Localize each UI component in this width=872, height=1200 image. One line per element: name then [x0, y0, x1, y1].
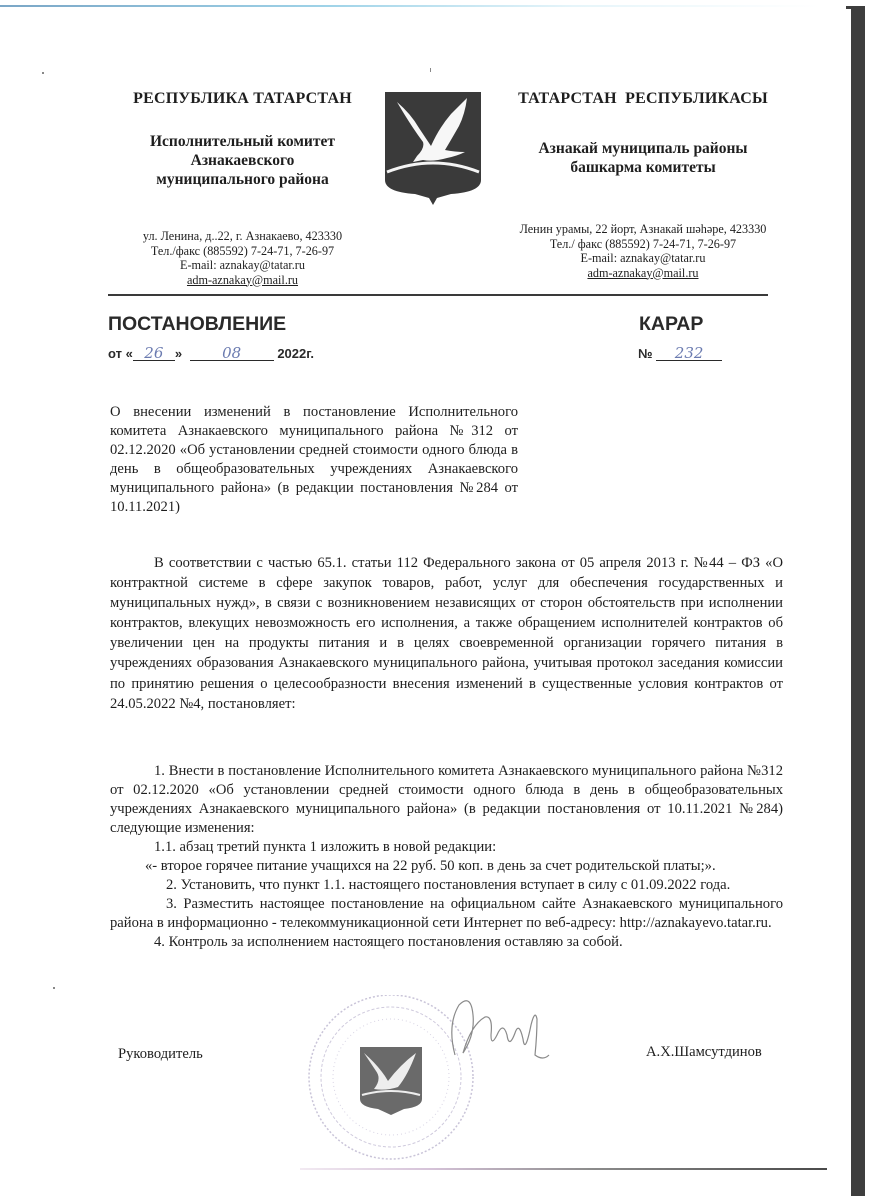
signatory-role: Руководитель [118, 1046, 203, 1062]
signatory-name: А.Х.Шамсутдинов [646, 1044, 762, 1060]
date-separator: » [174, 346, 183, 361]
document-number [638, 346, 722, 361]
item-1-1-text: «- второе горячее питание учащихся на 22 руб. 50 коп. в день за счет родительской платы;». [145, 858, 716, 874]
org-line: Азнакай муниципаль районы [538, 140, 748, 157]
email: E-mail: aznakay@tatar.ru [580, 251, 706, 265]
scan-right-edge [851, 6, 865, 1196]
address: ул. Ленина, д..22, г. Азнакаево, 423330 [142, 229, 343, 243]
scan-top-edge [0, 5, 820, 7]
organization-name-ru [100, 132, 385, 189]
document-type-tt: КАРАР [639, 313, 704, 335]
republic-title-ru: РЕСПУБЛИКА ТАТАРСТАН [133, 90, 352, 107]
scan-speck [430, 68, 431, 72]
scan-bottom-line [300, 1168, 827, 1170]
header-divider [108, 294, 768, 296]
organization-name-tt [488, 139, 798, 177]
phone: Тел./факс (885592) 7-24-71, 7-26-97 [150, 243, 335, 258]
org-line: муниципального района [156, 171, 329, 188]
scan-speck [53, 987, 55, 989]
email-link[interactable]: adm-aznakay@mail.ru [587, 265, 699, 280]
resolution-items [110, 762, 783, 952]
header-right-block [488, 90, 798, 280]
contact-block-ru [100, 229, 385, 287]
date-prefix: от « [108, 346, 133, 361]
item-2: 2. Установить, что пункт 1.1. настоящего постановления вступает в силу с 01.09.2022 года. [166, 877, 731, 893]
phone: Тел./ факс (885592) 7-24-71, 7-26-97 [549, 236, 737, 251]
date-day-field: 26 [133, 346, 175, 361]
item-1: 1. Внести в постановление Исполнительного комитета Азнакаевского муниципального района №312 от 02.12.2020 «Об установлении средней стоимости одного блюда в день в общеобразовательных учреждениях Азнакаевского муниципального района» (в редакции постановления от 10.11.2021 №284) следующие изменения: [110, 763, 783, 836]
document-date [108, 346, 314, 361]
email: E-mail: aznakay@tatar.ru [180, 258, 305, 272]
item-4: 4. Контроль за исполнением настоящего постановления оставляю за собой. [154, 934, 623, 950]
email-link[interactable]: adm-aznakay@mail.ru [186, 272, 299, 287]
document-subject: О внесении изменений в постановление Исполнительного комитета Азнакаевского муниципального района №312 от 02.12.2020 «Об установлении средней стоимости одного блюда в день в общеобразовательных учреждениях Азнакаевского муниципального района» (в редакции постановления №284 от 10.11.2021) [110, 404, 518, 515]
org-line: Азнакаевского [190, 152, 295, 169]
header-left-block [100, 90, 385, 287]
org-line: башкарма комитеты [570, 159, 716, 176]
item-1-1: 1.1. абзац третий пункта 1 изложить в новой редакции: [154, 839, 497, 855]
number-prefix: № [638, 346, 653, 361]
item-3: 3. Разместить настоящее постановление на официальном сайте Азнакаевского муниципального района в информационно - телекоммуникационной сети Интернет по веб-адресу: http://aznakayevo.tatar.ru. [110, 896, 783, 931]
number-field: 232 [656, 346, 722, 361]
org-line: Исполнительный комитет [150, 133, 335, 150]
date-month-field: 08 [190, 346, 274, 361]
coat-of-arms-bird-icon [381, 88, 485, 206]
handwritten-signature-icon [445, 995, 555, 1067]
scan-speck [42, 72, 44, 74]
document-type-ru: ПОСТАНОВЛЕНИЕ [108, 313, 287, 335]
preamble-paragraph: В соответствии с частью 65.1. статьи 112 Федерального закона от 05 апреля 2013 г. №44 – ФЗ «О контрактной системе в сфере закупок товаров, работ, услуг для обеспечения государственных и муниципальных нужд», в связи с возникновением независящих от сторон обстоятельств при исполнении контрактов, влекущих невозможность его исполнения, а также обращением исполнителей контрактов об увеличении цен на продукты питания и в целях своевременной организации горячего питания в учреждениях образования Азнакаевского муниципального района, учитывая протокол заседания комиссии по принятию решения о целесообразности внесения изменений в существенные условия контрактов от 24.05.2022 №4, постановляет: [110, 555, 783, 712]
address: Ленин урамы, 22 йорт, Азнакай шәһәре, 423330 [519, 222, 767, 236]
date-year: 2022г. [277, 346, 314, 361]
republic-title-tt: ТАТАРСТАН РЕСПУБЛИКАСЫ [518, 90, 768, 107]
contact-block-tt [488, 222, 798, 280]
